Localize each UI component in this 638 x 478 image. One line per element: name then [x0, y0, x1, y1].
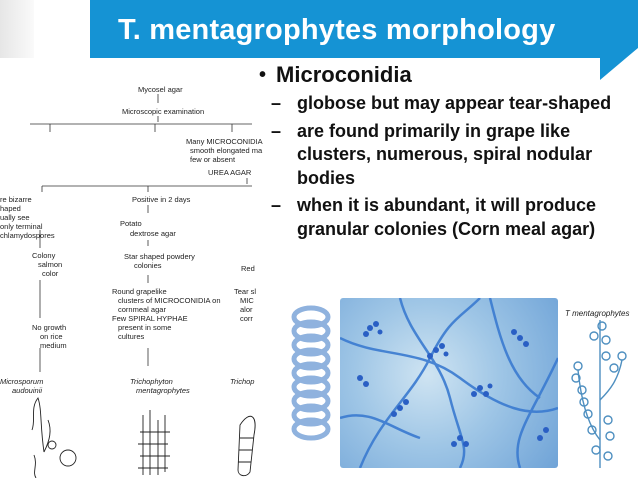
subbullet-3: – when it is abundant, it will produce granular colonies (Corn meal agar) [271, 194, 634, 241]
flow-micro2: audouinii [12, 386, 43, 395]
flow-round6: cultures [118, 332, 145, 341]
illustration-label: T mentagrophytes [565, 309, 630, 318]
flow-trichop: Trichop [230, 377, 255, 386]
flow-nogrowth1: No growth [32, 323, 67, 332]
flow-star1: Star shaped powdery [124, 252, 195, 261]
microscopy-photo-content [340, 298, 558, 468]
flow-potato2: dextrose agar [130, 229, 176, 238]
flow-bizarre5: chlamydospores [0, 231, 55, 240]
bullet-main [259, 62, 634, 88]
flow-tear3: alor [240, 305, 253, 314]
left-decorative-stripe [0, 0, 34, 58]
flow-urea: UREA AGAR [208, 168, 252, 177]
flow-round4: Few SPIRAL HYPHAE [112, 314, 188, 323]
flow-micro1: Microsporum [0, 377, 44, 386]
microconidia-illustration [562, 300, 638, 470]
subbullet-2-text: are found primarily in grape like clusters, numerous, spiral nodular bodies [297, 120, 593, 188]
bullet-dot-icon: • [259, 64, 267, 86]
flow-nogrowth3: medium [40, 341, 67, 350]
identification-flowchart [0, 80, 262, 478]
subbullet-1: – globose but may appear tear-shaped [271, 92, 634, 116]
flow-round3: cornmeal agar [118, 305, 166, 314]
spiral-hypha-illustration [286, 305, 336, 445]
flow-colony2: salmon [38, 260, 63, 269]
flow-tear4: corr [240, 314, 253, 323]
fungus-sketch-trichophyton [138, 410, 170, 475]
subbullet-1-text: globose but may appear tear-shaped [297, 93, 612, 113]
flow-tear1: Tear sl [234, 287, 257, 296]
subbullet-2: – are found primarily in grape like clusters, numerous, spiral nodular bodies [271, 120, 634, 191]
microscopy-photo [340, 298, 558, 468]
flow-tricho1: Trichophyton [130, 377, 173, 386]
flow-red: Red [241, 264, 255, 273]
flow-star2: colonies [134, 261, 162, 270]
fungus-sketch-macroconidium [238, 416, 255, 475]
flow-bizarre3: ually see [0, 213, 30, 222]
flow-round2: clusters of MICROCONIDIA on [118, 296, 221, 305]
subbullet-3-text: when it is abundant, it will produce granular colonies (Corn meal agar) [297, 195, 597, 239]
flow-bizarre2: haped [0, 204, 21, 213]
flow-bizarre4: only terminal [0, 222, 43, 231]
flow-positive: Positive in 2 days [132, 195, 191, 204]
flow-microscopic: Microscopic examination [122, 107, 205, 116]
slide-title: T. mentagrophytes morphology [118, 14, 556, 46]
flow-tear2: MIC [240, 296, 254, 305]
flow-nogrowth2: on rice [40, 332, 63, 341]
flow-colony1: Colony [32, 251, 56, 260]
bullet-list [259, 62, 634, 241]
flow-bizarre1: re bizarre [0, 195, 32, 204]
flow-many2: smooth elongated ma [190, 146, 263, 155]
bullet-main-text: Microconidia [276, 62, 412, 87]
flow-colony3: color [42, 269, 59, 278]
flow-potato1: Potato [120, 219, 142, 228]
fungus-sketch-microsporum [32, 398, 76, 478]
flow-tricho2: mentagrophytes [136, 386, 190, 395]
flow-many3: few or absent [190, 155, 236, 164]
flow-round5: present in some [118, 323, 172, 332]
flow-mycosel: Mycosel agar [138, 85, 183, 94]
flow-round1: Round grapelike [112, 287, 167, 296]
flow-many1: Many MICROCONIDIA [186, 137, 263, 146]
